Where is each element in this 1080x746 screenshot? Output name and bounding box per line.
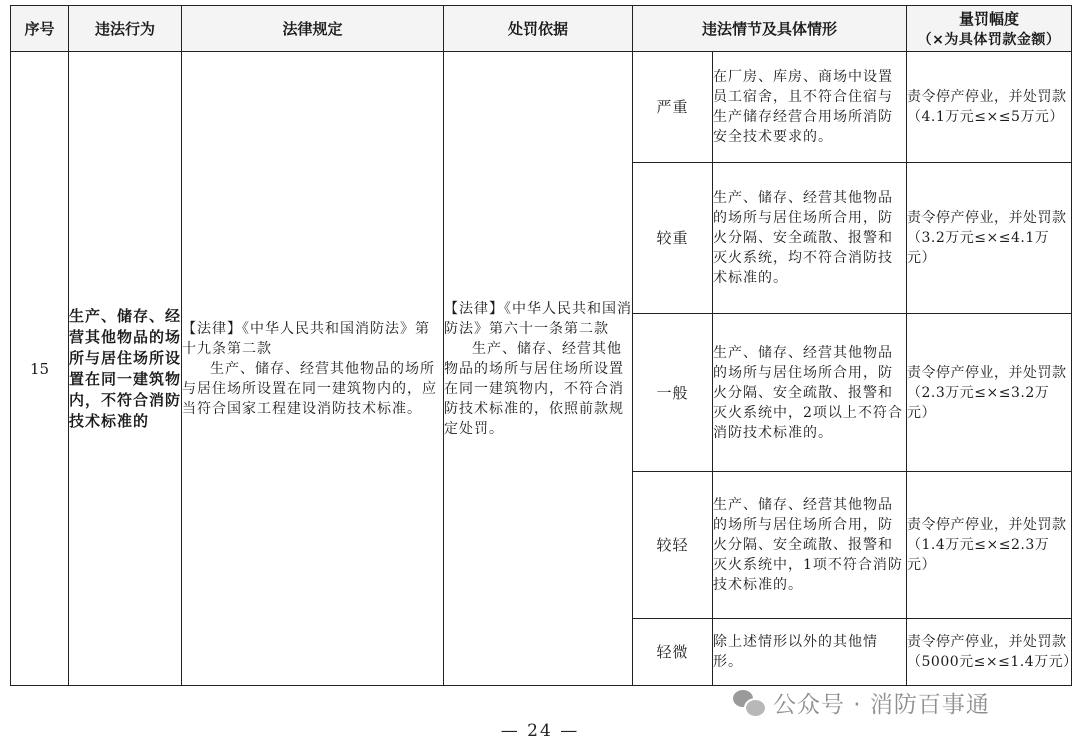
violation-act: 生产、储存、经营其他物品的场所与居住场所设置在同一建筑物内，不符合消防技术标准的 bbox=[69, 52, 182, 686]
fine-range: 责令停产停业，并处罚款（1.4万元≤×≤2.3万元） bbox=[907, 472, 1072, 619]
header-row bbox=[11, 6, 1072, 52]
header-basis: 处罚依据 bbox=[444, 6, 633, 52]
basis-source: 【法律】《中华人民共和国消防法》第六十一条第二款 bbox=[444, 300, 632, 337]
header-law: 法律规定 bbox=[182, 6, 444, 52]
header-act: 违法行为 bbox=[69, 6, 182, 52]
severity-level: 严重 bbox=[633, 52, 713, 163]
basis-text: 生产、储存、经营其他物品的场所与居住场所设置在同一建筑物内，不符合消防技术标准的，依照前款规定处罚。 bbox=[444, 340, 624, 437]
fine-range: 责令停产停业，并处罚款（4.1万元≤×≤5万元） bbox=[907, 52, 1072, 163]
severity-condition: 生产、储存、经营其他物品的场所与居住场所合用，防火分隔、安全疏散、报警和灭火系统中，2项以上不符合消防技术标准的。 bbox=[713, 314, 907, 472]
severity-condition: 生产、储存、经营其他物品的场所与居住场所合用，防火分隔、安全疏散、报警和灭火系统，均不符合消防技术标准的。 bbox=[713, 163, 907, 314]
severity-level: 较轻 bbox=[633, 472, 713, 619]
severity-level: 一般 bbox=[633, 314, 713, 472]
law-text: 生产、储存、经营其他物品的场所与居住场所设置在同一建筑物内的，应当符合国家工程建设消防技术标准。 bbox=[182, 360, 437, 417]
header-circumstances: 违法情节及具体情形 bbox=[633, 6, 907, 52]
law-source: 【法律】《中华人民共和国消防法》第十九条第二款 bbox=[182, 320, 430, 357]
fine-range: 责令停产停业，并处罚款（2.3万元≤×≤3.2万元） bbox=[907, 314, 1072, 472]
table-row bbox=[11, 52, 1072, 163]
severity-level: 轻微 bbox=[633, 619, 713, 686]
severity-level: 较重 bbox=[633, 163, 713, 314]
header-seq: 序号 bbox=[11, 6, 69, 52]
wechat-icon bbox=[733, 688, 765, 716]
severity-condition: 在厂房、库房、商场中设置员工宿舍，且不符合住宿与生产储存经营合用场所消防安全技术要求的。 bbox=[713, 52, 907, 163]
page-number: — 24 — bbox=[500, 721, 580, 741]
penalty-table bbox=[10, 5, 1078, 686]
fine-range: 责令停产停业，并处罚款（3.2万元≤×≤4.1万元） bbox=[907, 163, 1072, 314]
severity-condition: 生产、储存、经营其他物品的场所与居住场所合用，防火分隔、安全疏散、报警和灭火系统中，1项不符合消防技术标准的。 bbox=[713, 472, 907, 619]
penalty-basis bbox=[444, 52, 633, 686]
header-fine bbox=[907, 6, 1072, 52]
row-seq: 15 bbox=[11, 52, 69, 686]
severity-condition: 除上述情形以外的其他情形。 bbox=[713, 619, 907, 686]
fine-range: 责令停产停业，并处罚款（5000元≤×≤1.4万元） bbox=[907, 619, 1072, 686]
watermark-text: 公众号 · 消防百事通 bbox=[773, 691, 990, 718]
law-provision bbox=[182, 52, 444, 686]
watermark bbox=[733, 684, 990, 720]
header-fine-title: 量罚幅度 bbox=[959, 10, 1020, 28]
header-fine-note: （×为具体罚款金额） bbox=[917, 32, 1061, 48]
